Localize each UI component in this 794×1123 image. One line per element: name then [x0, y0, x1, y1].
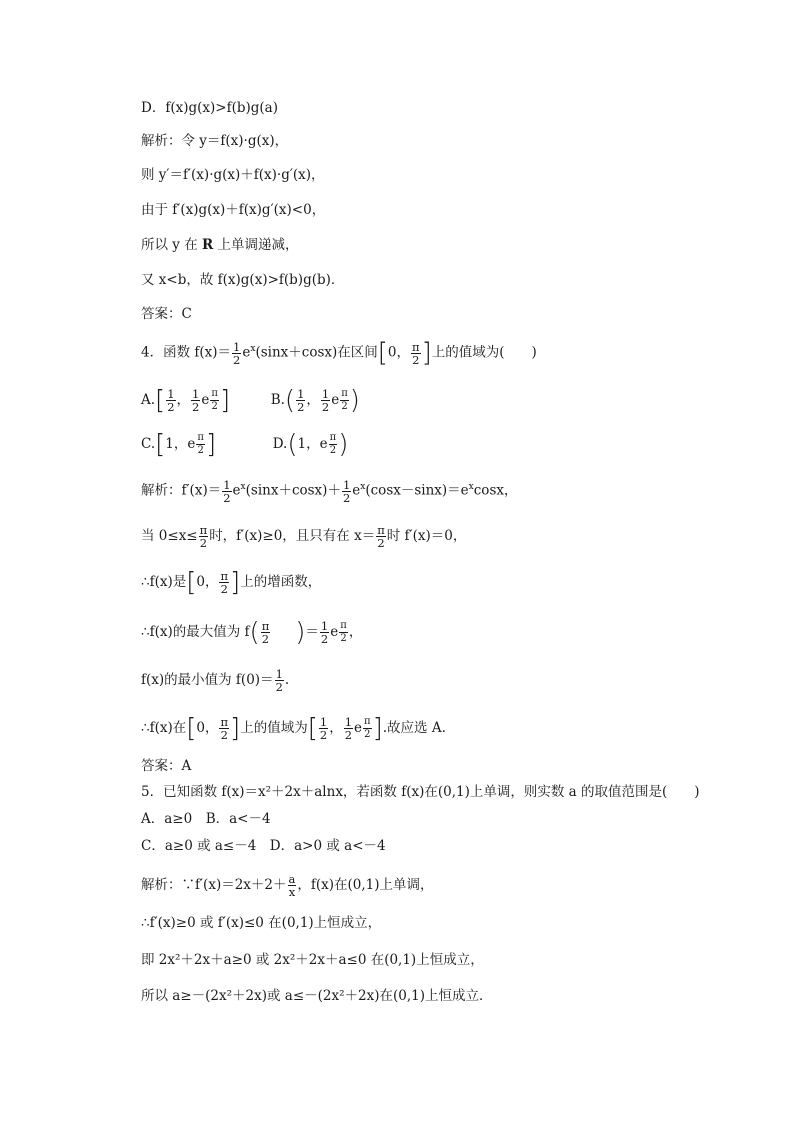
q3-solution-line-5: 又 x<b，故 f(x)g(x)>f(b)g(b)． — [141, 272, 345, 288]
q5-solution-line-4: 所以 a≥－(2x²＋2x)或 a≤－(2x²＋2x)在(0,1)上恒成立． — [141, 988, 493, 1004]
q5-solution-line-3: 即 2x²＋2x＋a≥0 或 2x²＋2x＋a≤0 在(0,1)上恒成立， — [141, 952, 484, 968]
q5-solution-line-2: ∴f′(x)≥0 或 f′(x)≤0 在(0,1)上恒成立， — [141, 915, 382, 931]
q5-options-ab: A．a≥0 B．a<－4 — [141, 811, 271, 827]
q4-stem: 4．函数 f(x)＝ $\frac{1}{2}$ $e^x(\sin x+\cos x)$在区间[0， $\frac{\pi}{2}$ ]上的值域为( ) — [141, 338, 537, 368]
q3-solution-line-3: 由于 f′(x)g(x)＋f(x)g′(x)<0， — [141, 202, 326, 218]
q4-options-ab: A.[ $\frac{1}{2}$ ， $\frac{1}{2}$ e $\frac{\pi}{2}$ ] B.( $\frac{1}{2}$ ， $\frac{1}{2}$ e $\frac{\pi}{2}$ ) — [141, 385, 360, 416]
fraction-half: $\frac{1}{2}$ — [233, 339, 241, 367]
q3-answer: 答案：C — [141, 306, 192, 322]
q3-solution-line-2: 则 y′＝f′(x)·g(x)＋f(x)·g′(x)， — [141, 167, 325, 183]
fraction-pi-half: $\frac{\pi}{2}$ — [412, 339, 420, 367]
q4-solution-line-6: ∴f(x)在[0， $\frac{\pi}{2}$ ]上的值域为[ $\frac{1}{2}$ ， $\frac{1}{2}$ e $\frac{\pi}{2}$ ].故应选 A. — [141, 713, 446, 744]
q4-solution-line-1: 解析：f′(x)＝ $\frac{1}{2}$ $e^x(\sin x+\cos x)+$ $\frac{1}{2}$ $e^x(\cos x-\sin x)=e^x\cos x$， — [141, 477, 518, 505]
q5-solution-line-1: 解析：∵f′(x)＝2x＋2＋ $\frac{a}{x}$ ，f(x)在(0,1)上单调， — [141, 872, 434, 899]
q3-solution-line-4: 所以 y 在 R 上单调递减， — [141, 237, 299, 253]
q4-solution-line-5: f(x)的最小值为 f(0)＝ $\frac{1}{2}$ . — [141, 667, 290, 694]
q3-option-d: D．f(x)g(x)>f(b)g(a) — [141, 100, 278, 116]
q4-answer: 答案：A — [141, 758, 192, 774]
q4-solution-line-2: 当 0≤x≤ $\frac{\pi}{2}$ 时，f′(x)≥0，且只有在 x＝ $\frac{\pi}{2}$ 时 f′(x)＝0， — [141, 523, 467, 550]
q5-options-cd: C．a≥0 或 a≤－4 D．a>0 或 a<－4 — [141, 838, 386, 854]
q4-options-cd: C.[1，e $\frac{\pi}{2}$ ] D.(1，e $\frac{\pi}{2}$ ) — [141, 429, 349, 460]
q5-stem: 5．已知函数 f(x)＝x²＋2x＋alnx，若函数 f(x)在(0,1)上单调，则实数 a 的取值范围是( ) — [141, 784, 700, 800]
q3-solution-line-1: 解析：令 y＝f(x)·g(x)， — [141, 133, 289, 149]
q4-solution-line-3: ∴f(x)是[0， $\frac{\pi}{2}$ ]上的增函数， — [141, 567, 322, 598]
q4-solution-line-4: ∴f(x)的最大值为 f( $\frac{\pi}{2}$ )＝ $\frac{1}{2}$ e $\frac{\pi}{2}$ ， — [141, 617, 363, 648]
